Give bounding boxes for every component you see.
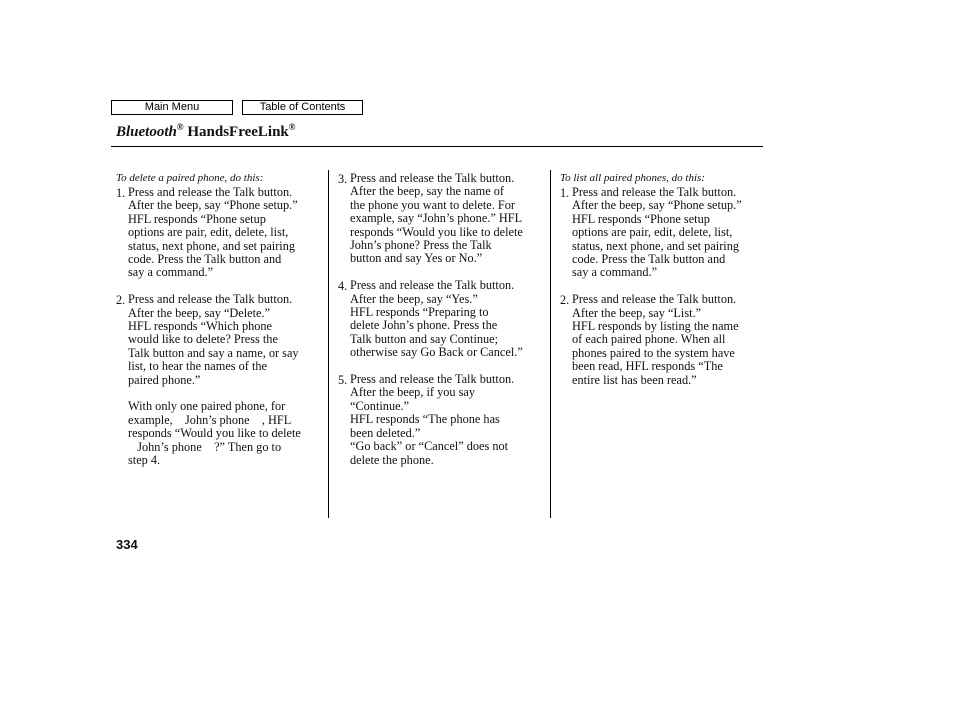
step-line: After the beep, say “Yes.” [350, 291, 478, 306]
step-line: HFL responds “The phone has [350, 412, 500, 427]
title-reg-mark-2: ® [288, 122, 296, 132]
step-line: “Continue.” [350, 398, 410, 413]
step-line: HFL responds “Phone setup [572, 211, 710, 226]
col3-intro: To list all paired phones, do this: [560, 172, 705, 184]
step-line: responds “Would you like to delete [350, 224, 523, 239]
step-line: “Go back” or “Cancel” does not [350, 439, 509, 454]
col1-intro: To delete a paired phone, do this: [116, 172, 264, 184]
title-product: HandsFreeLink [183, 124, 289, 140]
step-line: phones paired to the system have [572, 345, 735, 360]
col2-step-4 [338, 279, 523, 359]
page-title [116, 122, 296, 141]
note-line: With only one paired phone, for [128, 399, 286, 414]
step-number: 4. [338, 279, 348, 294]
step-line: After the beep, say “Phone setup.” [128, 198, 298, 213]
step-line: Press and release the Talk button. [350, 171, 515, 185]
step-line: After the beep, say “List.” [572, 305, 702, 320]
step-number: 1. [116, 186, 126, 200]
column-divider-1 [328, 170, 329, 518]
note-line: step 4. [128, 453, 161, 468]
step-line: After the beep, say “Delete.” [128, 305, 271, 320]
column-delete-phone-2 [338, 172, 523, 467]
step-line: options are pair, edit, delete, list, [128, 225, 289, 240]
step-line: HFL responds “Preparing to [350, 305, 489, 320]
step-line: code. Press the Talk button and [128, 252, 282, 267]
col3-step-2 [560, 293, 742, 387]
title-brand: Bluetooth [116, 124, 177, 140]
table-of-contents-button[interactable]: Table of Contents [242, 100, 363, 115]
step-line: say a command.” [128, 265, 214, 280]
step-line: button and say Yes or No.” [350, 251, 483, 266]
step-line: code. Press the Talk button and [572, 252, 726, 267]
note-line: John’s phone ?” Then go to [128, 439, 282, 454]
col2-step-5 [338, 373, 523, 467]
page-number: 334 [116, 537, 138, 552]
header-rule [111, 146, 763, 147]
col1-step-1 [116, 186, 301, 280]
step-line: status, next phone, and set pairing [128, 238, 295, 253]
step-line: paired phone.” [128, 372, 201, 387]
step-line: Press and release the Talk button. [350, 372, 515, 387]
step-line: After the beep, say “Phone setup.” [572, 198, 742, 213]
step-line: options are pair, edit, delete, list, [572, 225, 733, 240]
step-line: would like to delete? Press the [128, 332, 278, 347]
step-line: After the beep, if you say [350, 385, 475, 400]
step-line: Press and release the Talk button. [572, 185, 737, 199]
step-line: HFL responds by listing the name [572, 319, 739, 334]
step-line: Press and release the Talk button. [572, 292, 737, 307]
column-list-phones [560, 172, 742, 387]
note-line: responds “Would you like to delete [128, 426, 301, 441]
step-line: After the beep, say the name of [350, 184, 504, 199]
step-line: list, to hear the names of the [128, 359, 267, 374]
step-line: Talk button and say a name, or say [128, 345, 299, 360]
col3-step-1 [560, 186, 742, 280]
col1-note [116, 400, 301, 467]
note-line: example, John’s phone , HFL [128, 412, 292, 427]
step-line: Talk button and say Continue; [350, 331, 499, 346]
step-line: delete the phone. [350, 452, 434, 467]
step-line: the phone you want to delete. For [350, 197, 515, 212]
step-number: 2. [116, 293, 126, 308]
step-line: status, next phone, and set pairing [572, 238, 739, 253]
step-line: Press and release the Talk button. [128, 185, 293, 199]
title-reg-mark: ® [176, 122, 184, 132]
step-number: 1. [560, 186, 570, 200]
step-line: HFL responds “Phone setup [128, 211, 266, 226]
column-delete-phone-1 [116, 172, 301, 468]
step-number: 2. [560, 293, 570, 308]
col1-step-2 [116, 293, 301, 387]
step-line: John’s phone? Press the Talk [350, 238, 492, 253]
step-number: 3. [338, 172, 348, 186]
step-line: Press and release the Talk button. [350, 278, 515, 293]
step-line: been deleted.” [350, 425, 421, 440]
step-line: example, say “John’s phone.” HFL [350, 211, 523, 226]
step-line: Press and release the Talk button. [128, 292, 293, 307]
step-line: HFL responds “Which phone [128, 319, 273, 334]
step-line: been read, HFL responds “The [572, 359, 723, 374]
step-line: entire list has been read.” [572, 372, 697, 387]
step-line: of each paired phone. When all [572, 332, 726, 347]
step-line: say a command.” [572, 265, 658, 280]
main-menu-button[interactable]: Main Menu [111, 100, 233, 115]
step-line: delete John’s phone. Press the [350, 318, 498, 333]
col2-step-3 [338, 172, 523, 266]
step-line: otherwise say Go Back or Cancel.” [350, 345, 523, 360]
step-number: 5. [338, 373, 348, 388]
column-divider-2 [550, 170, 551, 518]
